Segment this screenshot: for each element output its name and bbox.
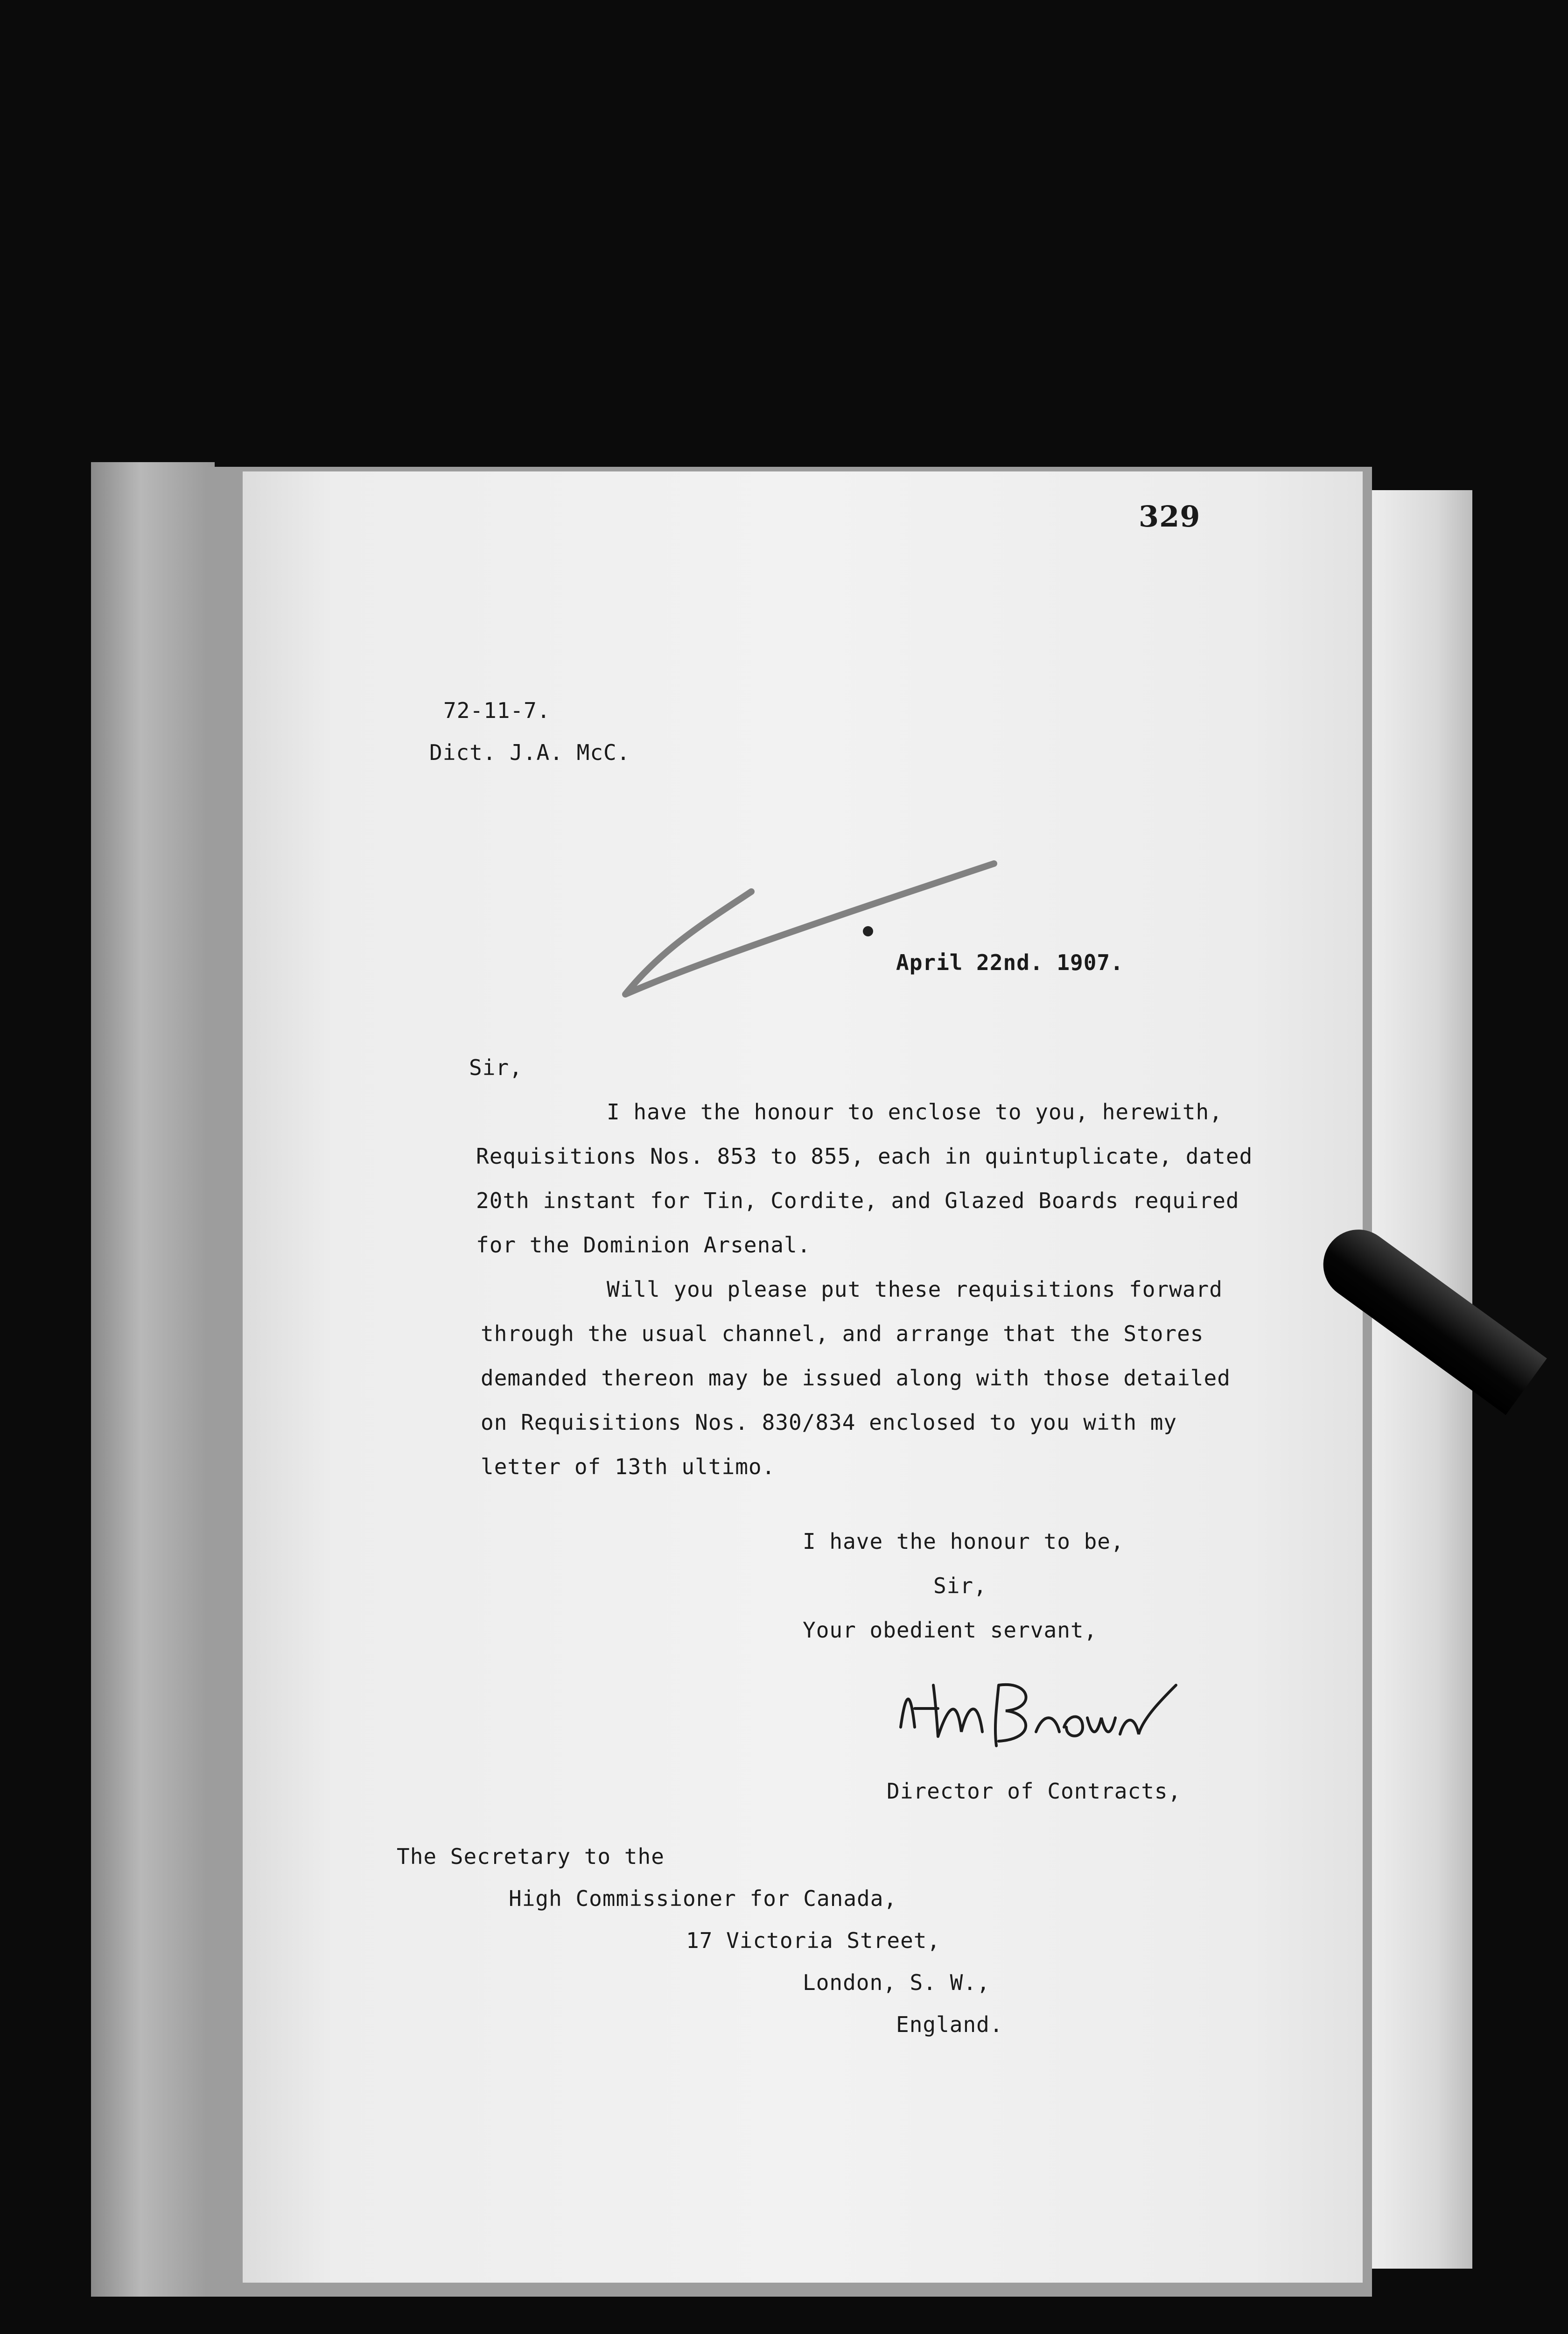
address-line: 17 Victoria Street,	[686, 1928, 941, 1953]
body-line: I have the honour to enclose to you, herewith,	[607, 1099, 1223, 1125]
underlying-page-left	[91, 462, 215, 2297]
body-line: demanded thereon may be issued along with those detailed	[481, 1365, 1231, 1391]
pen-mark	[607, 845, 1027, 1013]
salutation: Sir,	[469, 1055, 523, 1080]
body-line: for the Dominion Arsenal.	[476, 1232, 811, 1258]
signatory-title: Director of Contracts,	[887, 1779, 1182, 1804]
signature	[882, 1657, 1181, 1760]
body-line: through the usual channel, and arrange that the Stores	[481, 1321, 1204, 1346]
closing-line: I have the honour to be,	[803, 1529, 1124, 1554]
closing-servant: Your obedient servant,	[803, 1617, 1098, 1643]
body-line: Requisitions Nos. 853 to 855, each in quintuplicate, dated	[476, 1144, 1253, 1169]
address-line: The Secretary to the	[397, 1844, 665, 1869]
page-number: 329	[1139, 499, 1201, 534]
address-line: England.	[896, 2012, 1003, 2037]
address-line: London, S. W.,	[803, 1970, 990, 1995]
letter-page	[243, 471, 1363, 2283]
body-line: 20th instant for Tin, Cordite, and Glazed Boards required	[476, 1188, 1239, 1213]
body-line: on Requisitions Nos. 830/834 enclosed to you with my	[481, 1410, 1177, 1435]
address-line: High Commissioner for Canada,	[509, 1886, 897, 1911]
dictation-note: Dict. J.A. McC.	[429, 740, 630, 765]
body-line: Will you please put these requisitions forward	[607, 1277, 1223, 1302]
file-reference: 72-11-7.	[443, 698, 551, 723]
letter-date: April 22nd. 1907.	[896, 950, 1124, 975]
body-line: letter of 13th ultimo.	[481, 1454, 776, 1479]
closing-sir: Sir,	[933, 1573, 987, 1598]
